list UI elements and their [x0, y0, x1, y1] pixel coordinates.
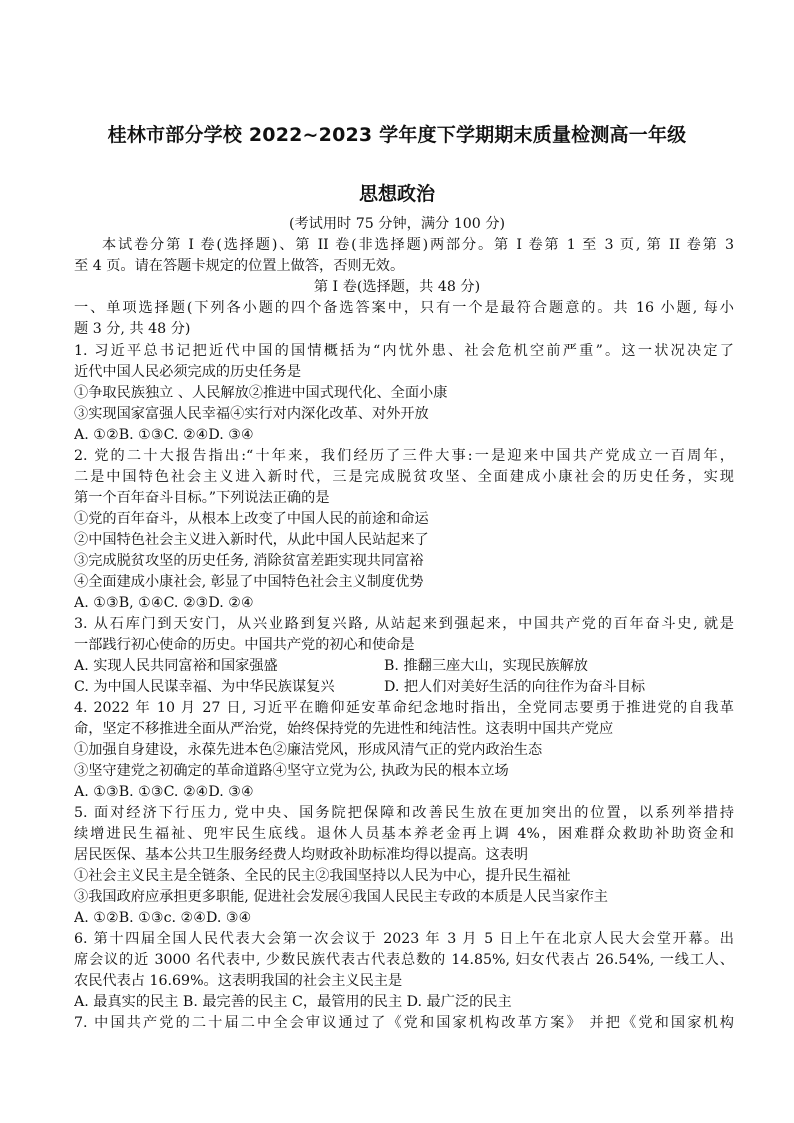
- q6-stem-line-1: 6. 第十四届全国人民代表大会第一次会议于 2023 年 3 月 5 日上午在北京人民大会堂开幕。出: [74, 931, 734, 947]
- q5-option-line-2: ③我国政府应承担更多职能, 促进社会发展④我国人民民主专政的本质是人民当家作主: [74, 889, 608, 905]
- q2-option-line-2: ②中国特色社会主义进入新时代，从此中国人民站起来了: [74, 532, 429, 548]
- q3-option-b: B. 推翻三座大山，实现民族解放: [384, 658, 588, 674]
- part1-title: 第 I 卷(选择题，共 48 分): [313, 279, 481, 295]
- q5-stem-line-1: 5. 面对经济下行压力, 党中央、国务院把保障和改善民生放在更加突出的位置，以系列举措持: [74, 805, 734, 821]
- q3-stem-line-2: 一部践行初心使命的历史。中国共产党的初心和使命是: [74, 637, 415, 653]
- q1-option-line-1: ①争取民族独立 、人民解放②推进中国式现代化、全面小康: [74, 385, 448, 401]
- q1-stem-line-1: 1. 习近平总书记把近代中国的国情概括为“内忧外患、社会危机空前严重”。这一状况决定了: [74, 343, 734, 359]
- intro-line-2: 至 4 页。请在答题卡规定的位置上做答，否则无效。: [74, 258, 405, 274]
- q4-option-line-2: ③坚守建党之初确定的革命道路④坚守立党为公, 执政为民的根本立场: [74, 763, 509, 779]
- q2-option-line-1: ①党的百年奋斗，从根本上改变了中国人民的前途和命运: [74, 511, 429, 527]
- q2-stem-line-3: 第一个百年奋斗目标。”下列说法正确的是: [74, 490, 330, 506]
- q1-answers: A. ①②B. ①③C. ②④D. ③④: [74, 427, 254, 443]
- q5-answers: A. ①②B. ①③c. ②④D. ③④: [74, 910, 252, 926]
- q7-stem-line-1: 7. 中国共产党的二十届二中全会审议通过了《党和国家机构改革方案》 并把《党和国家机构: [74, 1015, 734, 1031]
- q4-stem-line-1: 4. 2022 年 10 月 27 日, 习近平在瞻仰延安革命纪念地时指出，全党同志要勇于推进党的自我革: [74, 700, 734, 716]
- section-heading-line-2: 题 3 分, 共 48 分): [74, 321, 191, 337]
- q5-option-line-1: ①社会主义民主是全链条、全民的民主②我国坚持以人民为中心，提升民生福祉: [74, 868, 571, 884]
- exam-title: 桂林市部分学校 2022~2023 学年度下学期期末质量检测高一年级: [107, 124, 687, 146]
- q3-options-row-1: [74, 656, 734, 677]
- q3-options-row-2: [74, 677, 734, 698]
- q4-stem-line-2: 命，坚定不移推进全面从严治党，始终保持党的先进性和纯洁性。这表明中国共产党应: [74, 721, 614, 737]
- q6-stem-line-3: 农民代表占 16.69%。这表明我国的社会主义民主是: [74, 973, 403, 989]
- q4-answers: A. ①③B. ①③C. ②④D. ③④: [74, 784, 254, 800]
- q1-stem-line-2: 近代中国人民必须完成的历史任务是: [74, 364, 302, 380]
- exam-time-note: (考试用时 75 分钟，满分 100 分): [288, 216, 506, 232]
- section-heading-line-1: 一、单项选择题(下列各小题的四个备选答案中，只有一个是最符合题意的。共 16 小题, 每小: [74, 300, 734, 316]
- q5-stem-line-2: 续增进民生福祉、兜牢民生底线。退休人员基本养老金再上调 4%，困难群众救助补助资金和: [74, 826, 734, 842]
- intro-line-1: 本试卷分第 I 卷(选择题)、第 II 卷(非选择题)两部分。第 I 卷第 1 至 3 页, 第 II 卷第 3: [102, 237, 734, 253]
- q2-stem-line-1: 2. 党的二十大报告指出:“十年来，我们经历了三件大事:一是迎来中国共产党成立一百周年，: [74, 448, 734, 464]
- q1-option-line-2: ③实现国家富强人民幸福④实行对内深化改革、对外开放: [74, 406, 429, 422]
- q2-option-line-3: ③完成脱贫攻坚的历史任务, 消除贫富差距实现共同富裕: [74, 553, 424, 569]
- q3-option-d: D. 把人们对美好生活的向往作为奋斗目标: [384, 679, 646, 695]
- q6-stem-line-2: 席会议的近 3000 名代表中, 少数民族代表古代表总数的 14.85%, 妇女代表占 26.54%, 一线工人、: [74, 952, 734, 968]
- q3-option-c: C. 为中国人民谋幸福、为中华民族谋复兴: [74, 679, 335, 695]
- subject-title: 思想政治: [358, 183, 435, 205]
- q2-stem-line-2: 二是中国特色社会主义进入新时代，三是完成脱贫攻坚、全面建成小康社会的历史任务，实现: [74, 469, 734, 485]
- q5-stem-line-3: 居民医保、基本公共卫生服务经费人均财政补助标准均得以提高。这表明: [74, 847, 529, 863]
- q3-stem-line-1: 3. 从石库门到天安门，从兴业路到复兴路, 从站起来到强起来，中国共产党的百年奋斗史, 就是: [74, 616, 734, 632]
- q2-option-line-4: ④全面建成小康社会, 彰显了中国特色社会主义制度优势: [74, 574, 424, 590]
- q2-answers: A. ①③B, ①④C. ②③D. ②④: [74, 595, 254, 611]
- q3-option-a: A. 实现人民共同富裕和国家强盛: [74, 658, 278, 674]
- q6-answers: A. 最真实的民主 B. 最完善的民主 C，最管用的民主 D. 最广泛的民主: [74, 994, 512, 1010]
- q4-option-line-1: ①加强自身建设，永葆先进本色②廉洁党风，形成风清气正的党内政治生态: [74, 742, 543, 758]
